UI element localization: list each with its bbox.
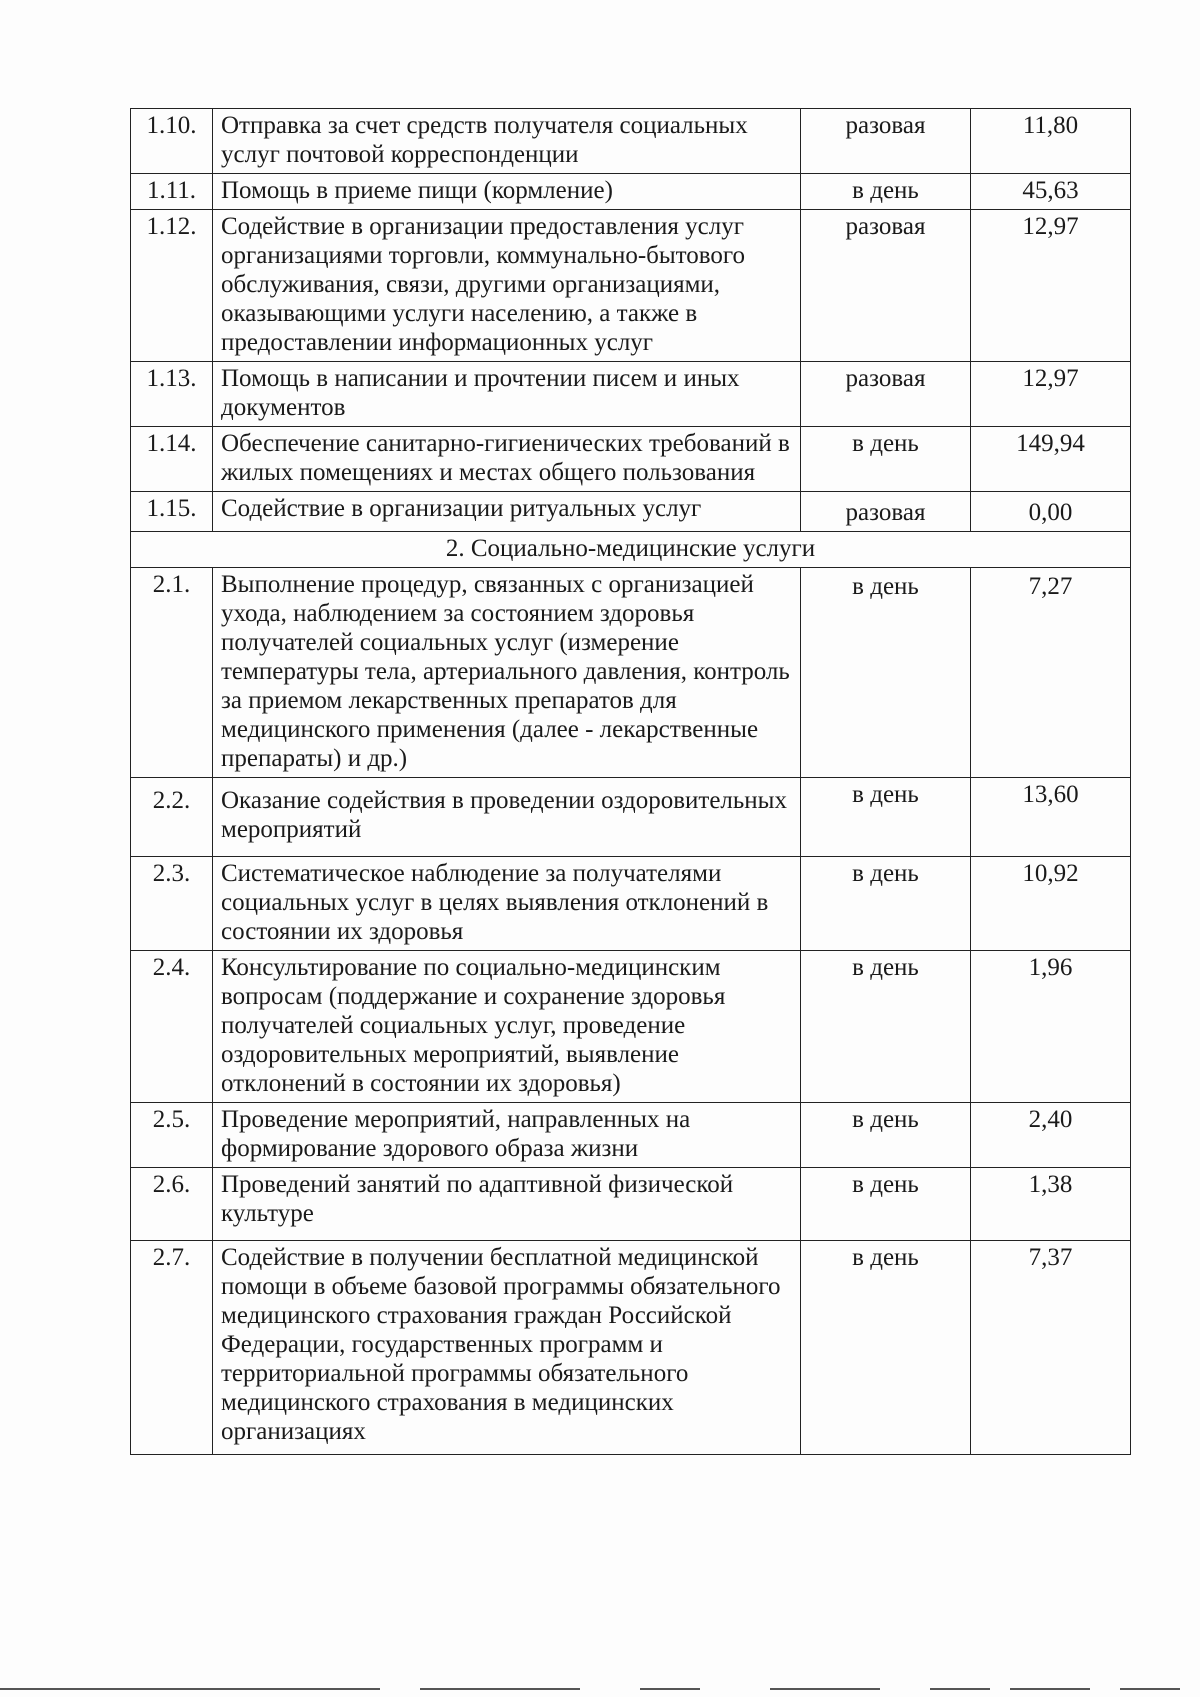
row-number: 1.15. — [131, 492, 213, 532]
service-unit: в день — [801, 427, 971, 492]
service-price: 7,27 — [971, 568, 1131, 778]
table-row — [131, 174, 1131, 210]
row-number: 2.1. — [131, 568, 213, 778]
service-price: 149,94 — [971, 427, 1131, 492]
service-price: 45,63 — [971, 174, 1131, 210]
table-row — [131, 1103, 1131, 1168]
table-row — [131, 362, 1131, 427]
service-name: Содействие в получении бесплатной медицинской помощи в объеме базовой программы обязательного медицинского страхования граждан Российской Федерации, государственных программ и территориальной программы обязательного медицинского страхования в медицинских организациях — [213, 1241, 801, 1455]
service-name: Проведение мероприятий, направленных на формирование здорового образа жизни — [213, 1103, 801, 1168]
service-unit: в день — [801, 1103, 971, 1168]
table-row — [131, 1168, 1131, 1241]
row-number: 1.10. — [131, 109, 213, 174]
service-unit: разовая — [801, 362, 971, 427]
service-name: Помощь в написании и прочтении писем и иных документов — [213, 362, 801, 427]
services-tariff-table — [130, 108, 1131, 1455]
table-row — [131, 427, 1131, 492]
service-name: Консультирование по социально-медицинским вопросам (поддержание и сохранение здоровья получателей социальных услуг, проведение оздоровительных мероприятий, выявление отклонений в состоянии их здоровья) — [213, 951, 801, 1103]
row-number: 1.11. — [131, 174, 213, 210]
service-price: 11,80 — [971, 109, 1131, 174]
table-row — [131, 109, 1131, 174]
service-unit: в день — [801, 778, 971, 857]
table-row — [131, 492, 1131, 532]
table-row — [131, 1241, 1131, 1455]
service-price: 1,38 — [971, 1168, 1131, 1241]
service-unit: в день — [801, 857, 971, 951]
table-row — [131, 778, 1131, 857]
row-number: 2.4. — [131, 951, 213, 1103]
service-name: Содействие в организации ритуальных услуг — [213, 492, 801, 532]
service-price: 12,97 — [971, 210, 1131, 362]
row-number: 2.7. — [131, 1241, 213, 1455]
service-price: 7,37 — [971, 1241, 1131, 1455]
service-name: Отправка за счет средств получателя социальных услуг почтовой корреспонденции — [213, 109, 801, 174]
service-unit: разовая — [801, 109, 971, 174]
service-unit: в день — [801, 951, 971, 1103]
service-name: Выполнение процедур, связанных с организацией ухода, наблюдением за состоянием здоровья получателей социальных услуг (измерение температуры тела, артериального давления, контроль за приемом лекарственных препаратов для медицинского применения (далее - лекарственные препараты) и др.) — [213, 568, 801, 778]
service-price: 0,00 — [971, 492, 1131, 532]
service-unit: в день — [801, 1168, 971, 1241]
service-name: Обеспечение санитарно-гигиенических требований в жилых помещениях и местах общего пользования — [213, 427, 801, 492]
row-number: 2.2. — [131, 778, 213, 857]
service-price: 13,60 — [971, 778, 1131, 857]
row-number: 2.3. — [131, 857, 213, 951]
service-name: Оказание содействия в проведении оздоровительных мероприятий — [213, 778, 801, 857]
service-unit: в день — [801, 568, 971, 778]
service-price: 12,97 — [971, 362, 1131, 427]
service-name: Систематическое наблюдение за получателями социальных услуг в целях выявления отклонений в состоянии их здоровья — [213, 857, 801, 951]
table-row — [131, 857, 1131, 951]
service-price: 2,40 — [971, 1103, 1131, 1168]
scan-edge-artifact — [0, 1688, 1200, 1690]
table-row — [131, 951, 1131, 1103]
table-row — [131, 210, 1131, 362]
service-price: 1,96 — [971, 951, 1131, 1103]
service-unit: в день — [801, 1241, 971, 1455]
service-price: 10,92 — [971, 857, 1131, 951]
service-name: Содействие в организации предоставления услуг организациями торговли, коммунально-бытового обслуживания, связи, другими организациями, оказывающими услуги населению, а также в предоставлении информационных услуг — [213, 210, 801, 362]
row-number: 2.6. — [131, 1168, 213, 1241]
row-number: 1.14. — [131, 427, 213, 492]
service-unit: разовая — [801, 210, 971, 362]
row-number: 1.12. — [131, 210, 213, 362]
section-title: 2. Социально-медицинские услуги — [131, 532, 1131, 568]
table-row — [131, 568, 1131, 778]
row-number: 1.13. — [131, 362, 213, 427]
service-name: Проведений занятий по адаптивной физической культуре — [213, 1168, 801, 1241]
service-unit: разовая — [801, 492, 971, 532]
section-header-row — [131, 532, 1131, 568]
row-number: 2.5. — [131, 1103, 213, 1168]
service-unit: в день — [801, 174, 971, 210]
service-name: Помощь в приеме пищи (кормление) — [213, 174, 801, 210]
